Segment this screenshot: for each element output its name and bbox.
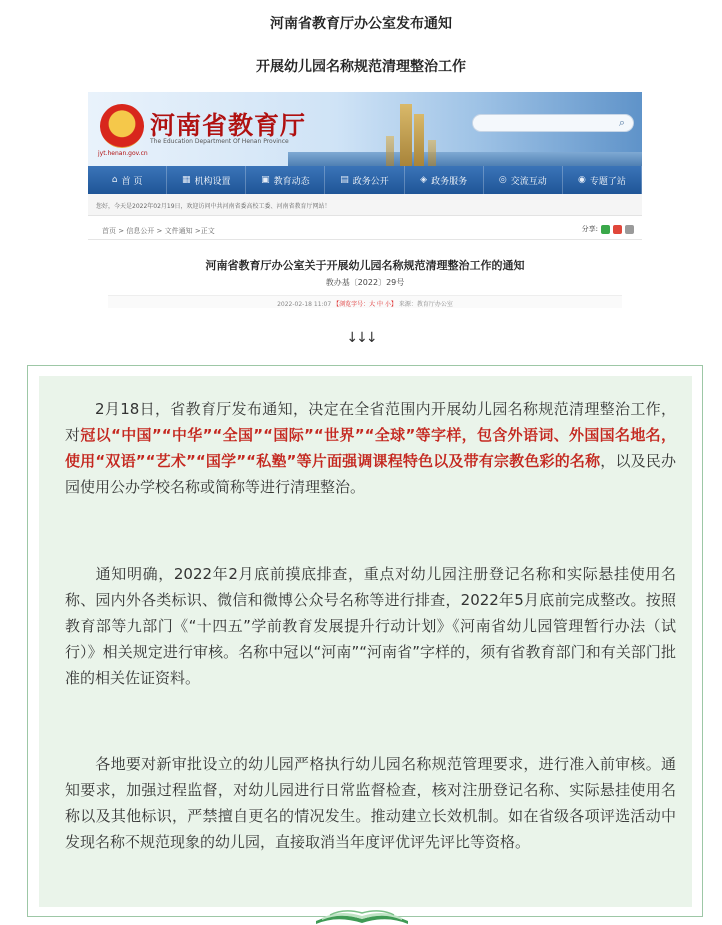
nav-item-label: 交流互动 [510,176,547,187]
nav-item-6[interactable] [484,166,563,194]
site-english-name: The Education Department Of Henan Province [150,138,289,145]
article-date: 2022-02-18 11:07 [277,301,332,308]
print-icon[interactable] [625,225,634,234]
share-bar [582,224,634,234]
paragraph-3-text: 各地要对新审批设立的幼儿园严格执行幼儿园名称规范管理要求，进行准入前审核。通知要求，加强过程监督，对幼儿园进行日常监督检查，核对注册登记名称、实际悬挂使用名称以及其他标识，严禁擅自更名的情况发生。推动建立长效机制。如在省级各项评选活动中发现名称不规范现象的幼儿园，直接取消当年度评优评先评比等资格。 [65,755,676,851]
book-icon [312,903,412,925]
nav-item-5[interactable] [405,166,484,194]
national-emblem-icon [100,104,144,148]
article-title: 河南省教育厅办公室关于开展幼儿园名称规范清理整治工作的通知 [205,259,525,272]
page-title: 河南省教育厅办公室发布通知 [270,16,452,32]
wechat-share-icon[interactable] [601,225,610,234]
doc-icon: ▤ [340,175,349,185]
nav-item-label: 教育动态 [273,176,310,187]
nav-item-1[interactable] [88,166,167,194]
nav-item-7[interactable] [563,166,642,194]
paragraph-1-tail: ，以及民办园使用公办学校名称或简称等进行清理整治。 [65,452,676,496]
service-icon: ◈ [420,175,428,185]
weibo-share-icon[interactable] [613,225,622,234]
main-nav [88,166,642,194]
font-size-control[interactable]: 【浏览字号：大 中 小】 [333,301,397,308]
paragraph-2 [65,561,676,691]
nav-item-3[interactable] [246,166,325,194]
topic-icon: ◉ [577,175,586,185]
search-icon[interactable]: ⌕ [618,116,626,129]
content-box [27,365,703,917]
share-label: 分享: [581,225,598,233]
nav-item-label: 机构设置 [194,176,231,187]
search-input[interactable] [472,114,634,132]
nav-item-label: 政务服务 [431,176,468,187]
paragraph-2-text: 通知明确，2022年2月底前摸底排查，重点对幼儿园注册登记名称和实际悬挂使用名称、园内外各类标识、微信和微博公众号名称等进行排查，2022年5月底前完成整改。按照教育部等九部门《“十四五”学前教育发展提升行动计划》《河南省幼儿园管理暂行办法（试行）》相关规定进行审核。名称中冠以“河南”“河南省”字样的，须有省教育部门和有关部门批准的相关佐证资料。 [65,565,676,687]
page-subtitle: 开展幼儿园名称规范清理整治工作 [256,59,466,75]
chat-icon: ◎ [498,175,507,185]
nav-item-label: 专题了站 [589,176,626,187]
nav-item-label: 政务公开 [352,176,389,187]
paragraph-1 [65,396,676,500]
article-meta [108,295,622,308]
nav-item-2[interactable] [167,166,246,194]
site-name: 河南省教育厅 [150,111,307,140]
document-number: 教办基〔2022〕29号 [325,278,405,287]
site-banner [88,92,642,166]
welcome-notice: 您好，今天是2022年02月19日，欢迎访问中共河南省委高校工委、河南省教育厅网站！ [88,194,642,216]
site-url: jyt.henan.gov.cn [98,150,148,157]
breadcrumb: 首页 > 信息公开 > 文件通知 >正文 [88,222,642,240]
paragraph-3 [65,751,676,855]
down-arrows: ↓↓↓ [346,330,376,346]
org-icon: ▦ [181,175,191,185]
paragraph-1-text: 2月18日，省教育厅发布通知，决定在全省范围内开展幼儿园名称规范清理整治工作，对 [65,400,676,444]
content-panel [39,376,692,907]
article-source: 来源：教育厅办公室 [398,301,453,308]
home-icon: ⌂ [111,175,118,185]
website-screenshot [88,92,642,314]
news-icon: ▣ [261,175,270,185]
nav-item-label: 首 页 [121,176,143,187]
river-graphic [288,152,642,166]
skyline-graphic [378,100,448,166]
nav-item-4[interactable] [325,166,404,194]
highlighted-text: 冠以“中国”“中华”“全国”“国际”“世界”“全球”等字样，包含外语词、外国国名地名，使用“双语”“艺术”“国学”“私塾”等片面强调课程特色以及带有宗教色彩的名称 [65,426,676,470]
